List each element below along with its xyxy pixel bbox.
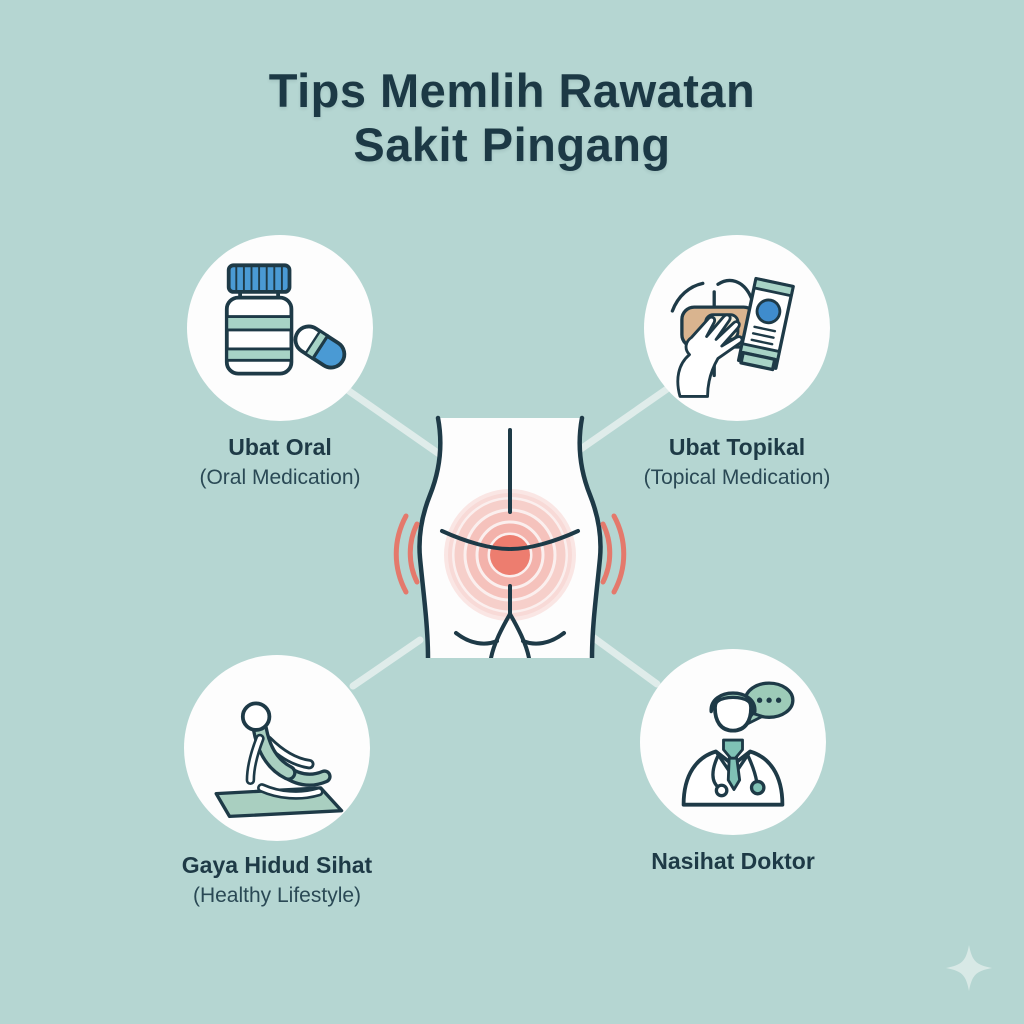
option-label-doctor — [563, 846, 903, 877]
option-circle-topical — [644, 235, 830, 421]
pill-bottle-capsule-icon — [204, 252, 356, 404]
option-title: Gaya Hidud Sihat — [181, 852, 373, 878]
option-circle-lifestyle — [184, 655, 370, 841]
sparkle-icon — [944, 943, 994, 993]
option-subtitle: (Topical Medication) — [643, 466, 831, 489]
option-subtitle: (Oral Medication) — [199, 466, 361, 489]
option-label-lifestyle — [107, 850, 447, 911]
option-subtitle: (Healthy Lifestyle) — [192, 884, 362, 907]
option-circle-oral — [187, 235, 373, 421]
option-title: Ubat Topikal — [668, 434, 806, 460]
option-circle-doctor — [640, 649, 826, 835]
back-pain-illustration — [390, 400, 630, 658]
hand-applying-patch-and-cream-tube-icon — [661, 252, 813, 404]
page-title — [0, 64, 1024, 172]
title-line-1: Tips Memlih Rawatan — [268, 64, 756, 117]
option-title: Nasihat Doktor — [651, 848, 815, 874]
doctor-with-speech-bubble-icon — [657, 666, 809, 818]
person-stretching-on-mat-icon — [201, 672, 353, 824]
title-line-2: Sakit Pingang — [353, 118, 671, 171]
option-title: Ubat Oral — [228, 434, 332, 460]
